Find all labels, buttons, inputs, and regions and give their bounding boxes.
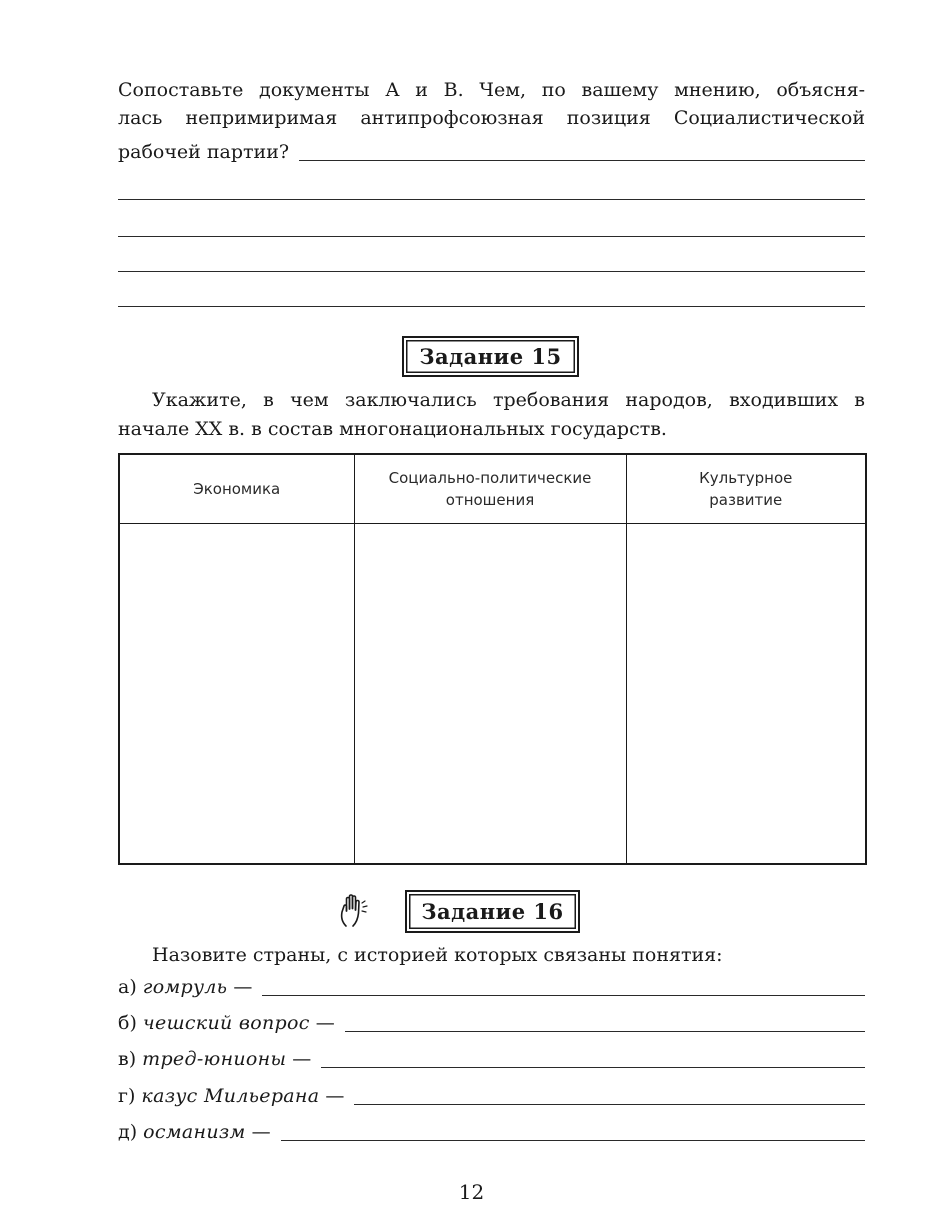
term-item bbox=[118, 1081, 865, 1111]
column-header-economy bbox=[119, 454, 354, 524]
task-15-heading bbox=[402, 336, 579, 377]
column-header-socio-political bbox=[354, 454, 626, 524]
question-line: Сопоставьте документы А и В. Чем, по вашему мнению, объясня- bbox=[118, 79, 865, 101]
header-line: развитие bbox=[709, 491, 783, 509]
question-answer-row bbox=[118, 137, 865, 167]
term-item bbox=[118, 1044, 865, 1074]
answer-line[interactable] bbox=[262, 994, 865, 996]
column-header-cultural bbox=[626, 454, 866, 524]
answer-line[interactable] bbox=[321, 1066, 865, 1068]
term-label: в) тред-юнионы — bbox=[118, 1048, 312, 1070]
instruction-line: начале XX в. в состав многонациональных государств. bbox=[118, 418, 667, 440]
answer-cell-economy[interactable] bbox=[119, 524, 354, 865]
answer-cell-socio-political[interactable] bbox=[354, 524, 626, 865]
requirements-table bbox=[118, 453, 867, 865]
question-last-line: рабочей партии? bbox=[118, 141, 290, 163]
header-line: Культурное bbox=[699, 469, 793, 487]
task-15-instruction bbox=[118, 386, 865, 444]
answer-line[interactable] bbox=[118, 199, 865, 200]
term-item bbox=[118, 1008, 865, 1038]
term-item bbox=[118, 972, 865, 1002]
instruction-line: Укажите, в чем заключались требования народов, входивших в bbox=[152, 389, 865, 411]
answer-line[interactable] bbox=[299, 159, 865, 161]
task-16-title: Задание 16 bbox=[421, 899, 564, 924]
page-number: 12 bbox=[458, 1180, 485, 1204]
instruction-text: Назовите страны, с историей которых связаны понятия: bbox=[152, 944, 723, 966]
answer-cell-cultural[interactable] bbox=[626, 524, 866, 865]
answer-line[interactable] bbox=[281, 1139, 865, 1141]
term-label: а) гомруль — bbox=[118, 976, 253, 998]
answer-line[interactable] bbox=[118, 271, 865, 272]
task-16-heading bbox=[405, 890, 580, 933]
term-label: б) чешский вопрос — bbox=[118, 1012, 335, 1034]
answer-line[interactable] bbox=[345, 1030, 865, 1032]
header-line: отношения bbox=[445, 491, 535, 509]
answer-line[interactable] bbox=[354, 1103, 865, 1105]
header-line: Социально-политические bbox=[388, 469, 592, 487]
term-label: д) османизм — bbox=[118, 1121, 271, 1143]
task-16-instruction bbox=[118, 941, 865, 970]
question-paragraph bbox=[118, 76, 865, 132]
hand-icon bbox=[336, 893, 374, 929]
answer-line[interactable] bbox=[118, 236, 865, 237]
question-line: лась непримиримая антипрофсоюзная позиция Социалистической bbox=[118, 107, 865, 129]
task-15-title: Задание 15 bbox=[419, 344, 562, 369]
term-item bbox=[118, 1117, 865, 1147]
term-label: г) казус Мильерана — bbox=[118, 1085, 345, 1107]
header-line: Экономика bbox=[193, 480, 281, 498]
answer-line[interactable] bbox=[118, 306, 865, 307]
